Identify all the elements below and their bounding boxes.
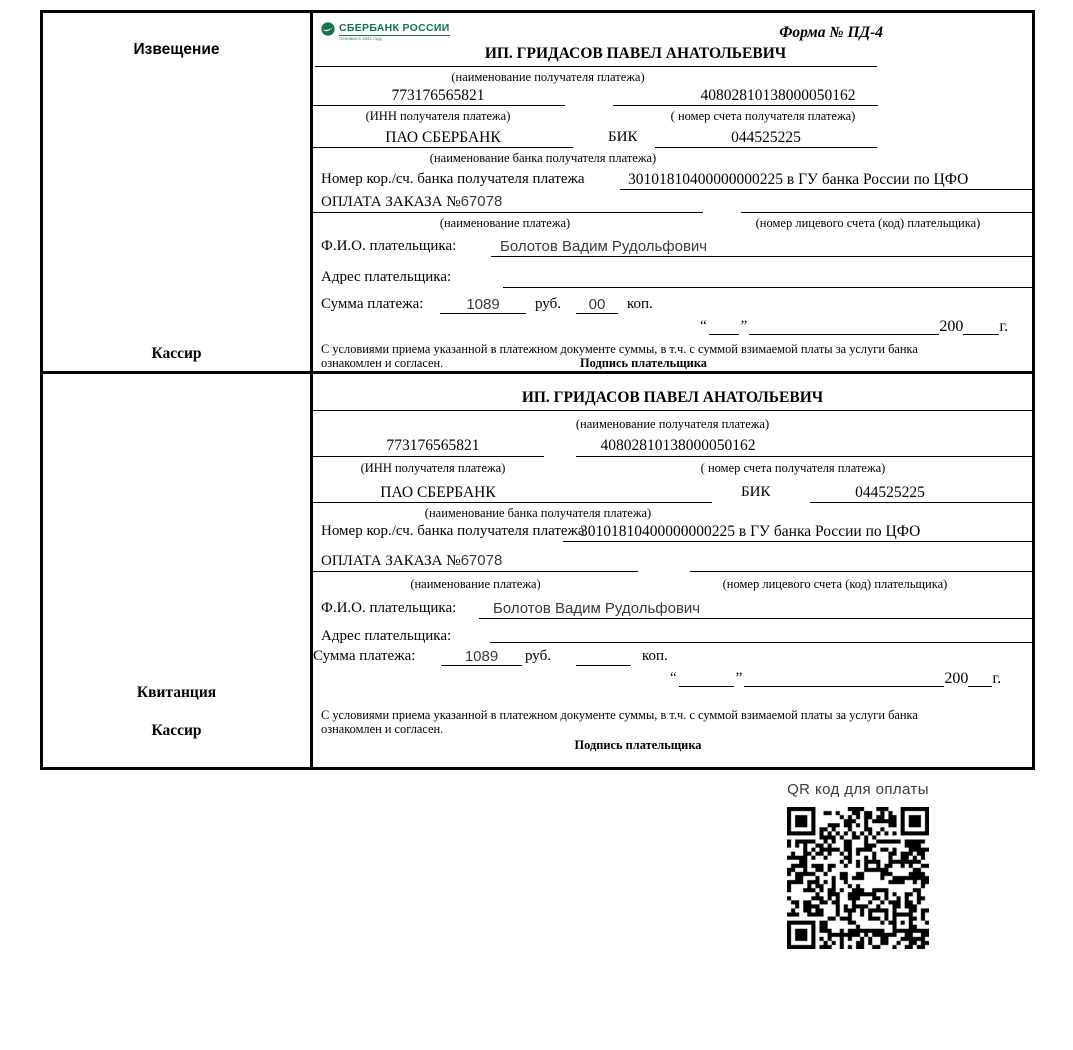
payer-address-label: Адрес плательщика: xyxy=(321,269,452,285)
bank-name: ПАО СБЕРБАНК xyxy=(385,129,501,146)
blank-line xyxy=(679,671,734,687)
blank-line xyxy=(490,642,1032,643)
inn-caption: (ИНН получателя платежа) xyxy=(360,461,506,475)
payment-name-prefix: ОПЛАТА ЗАКАЗА № xyxy=(321,194,461,210)
order-number: 67078 xyxy=(460,552,503,569)
blank-line xyxy=(709,319,739,335)
bank-caption: (наименование банка получателя платежа) xyxy=(429,151,657,165)
signature-label: Подпись плательщика xyxy=(580,356,707,370)
kop-value: 00 xyxy=(588,296,606,313)
inn-value: 773176565821 xyxy=(391,87,485,104)
side-column-1 xyxy=(43,13,313,371)
payer-address-label: Адрес плательщика: xyxy=(321,628,452,644)
qr-code xyxy=(787,807,929,949)
blank-line xyxy=(313,502,712,503)
order-number: 67078 xyxy=(460,193,503,210)
corr-account-value: 30101810400000000225 в ГУ банка России по ЦФО xyxy=(628,171,969,188)
recipient-caption: (наименование получателя платежа) xyxy=(451,70,645,84)
sberbank-tagline: Основан в 1841 году xyxy=(339,36,383,41)
sberbank-logo-icon xyxy=(321,22,335,36)
payment-name xyxy=(321,193,502,211)
account-value: 40802810138000050162 xyxy=(600,437,756,454)
corr-account-value: 30101810400000000225 в ГУ банка России по ЦФО xyxy=(580,523,921,540)
blank-line xyxy=(313,212,703,213)
blank-line xyxy=(563,541,1032,542)
kop-label: коп. xyxy=(627,296,653,312)
blank-line xyxy=(968,671,992,687)
blank-line xyxy=(313,571,638,572)
bik-label: БИК xyxy=(741,484,771,500)
blank-line xyxy=(503,287,1032,288)
recipient-name: ИП. ГРИДАСОВ ПАВЕЛ АНАТОЛЬЕВИЧ xyxy=(484,45,787,62)
qr-label: QR код для оплаты xyxy=(787,781,929,798)
blank-line xyxy=(491,256,1032,257)
quote-open: “ xyxy=(700,318,707,334)
blank-line xyxy=(441,665,522,666)
blank-line xyxy=(810,502,1032,503)
payer-name-label: Ф.И.О. плательщика: xyxy=(321,600,457,616)
corr-account-label: Номер кор./сч. банка получателя платежа xyxy=(321,523,585,539)
account-caption: ( номер счета получателя платежа) xyxy=(670,109,856,123)
account-value: 40802810138000050162 xyxy=(700,87,856,104)
sberbank-logo-text xyxy=(339,22,450,41)
year-suffix: г. xyxy=(992,670,1002,687)
account-caption: ( номер счета получателя платежа) xyxy=(700,461,886,475)
body-column-2 xyxy=(313,374,1032,767)
year-suffix: г. xyxy=(999,318,1009,335)
quote-open: “ xyxy=(670,670,677,686)
blank-line xyxy=(963,319,999,335)
agreement-text-line2: ознакомлен и согласен. xyxy=(321,722,444,736)
blank-line xyxy=(313,147,573,148)
side-label-kvitantsiya: Квитанция xyxy=(136,684,217,701)
side-column-2 xyxy=(43,374,313,767)
blank-line xyxy=(620,189,1032,190)
quote-close: ” xyxy=(740,318,748,334)
blank-line xyxy=(313,456,544,457)
signature-label: Подпись плательщика xyxy=(574,738,702,752)
payment-name xyxy=(321,552,502,570)
blank-line xyxy=(479,618,1032,619)
sum-label: Сумма платежа: xyxy=(321,296,424,312)
blank-line xyxy=(576,313,618,314)
blank-line xyxy=(313,410,1032,411)
blank-line xyxy=(741,212,1032,213)
body-column-1 xyxy=(313,13,1032,371)
sum-value: 1089 xyxy=(466,296,500,313)
year-value: 200 xyxy=(939,318,964,335)
bank-name: ПАО СБЕРБАНК xyxy=(380,484,496,501)
side-label-kassir-1: Кассир xyxy=(151,345,202,362)
blank-line xyxy=(315,66,877,67)
sberbank-logo xyxy=(321,22,450,41)
blank-line xyxy=(655,147,877,148)
sum-value: 1089 xyxy=(464,648,499,665)
blank-line xyxy=(576,456,1032,457)
agreement-text-line2: ознакомлен и согласен. xyxy=(321,356,444,370)
kop-label: коп. xyxy=(642,648,668,664)
corr-account-label: Номер кор./сч. банка получателя платежа xyxy=(321,171,585,187)
blank-line xyxy=(690,571,1032,572)
side-label-kassir-2: Кассир xyxy=(151,722,202,739)
date-line xyxy=(698,318,1008,335)
year-value: 200 xyxy=(944,670,969,687)
payer-name-value: Болотов Вадим Рудольфович xyxy=(493,600,701,617)
personal-account-caption: (номер лицевого счета (код) плательщика) xyxy=(755,216,981,230)
bik-value: 044525225 xyxy=(731,129,801,146)
inn-value: 773176565821 xyxy=(386,437,480,454)
payer-name-value: Болотов Вадим Рудольфович xyxy=(500,238,708,255)
sberbank-brand: СБЕРБАНК РОССИИ xyxy=(339,22,450,34)
blank-line xyxy=(613,105,878,106)
blank-line xyxy=(313,105,565,106)
bank-caption: (наименование банка получателя платежа) xyxy=(424,506,652,520)
agreement-text-line1: С условиями приема указанной в платежном документе суммы, в т.ч. с суммой взимаемой платы за услуги банка xyxy=(321,342,918,356)
sum-label: Сумма платежа: xyxy=(313,648,416,664)
blank-line xyxy=(440,313,526,314)
inn-caption: (ИНН получателя платежа) xyxy=(365,109,511,123)
form-number: Форма № ПД-4 xyxy=(779,24,883,41)
bik-label: БИК xyxy=(608,129,638,145)
pd4-form xyxy=(40,10,1035,770)
quote-close: ” xyxy=(735,670,743,686)
payment-caption: (наименование платежа) xyxy=(439,216,571,230)
blank-line xyxy=(576,665,631,666)
rub-label: руб. xyxy=(525,648,551,664)
section-kvitantsiya xyxy=(43,374,1032,767)
blank-line xyxy=(744,671,944,687)
bik-value: 044525225 xyxy=(855,484,925,501)
date-line xyxy=(668,670,1001,687)
blank-line xyxy=(749,319,939,335)
personal-account-caption: (номер лицевого счета (код) плательщика) xyxy=(722,577,948,591)
rub-label: руб. xyxy=(535,296,561,312)
agreement-text-line1: С условиями приема указанной в платежном документе суммы, в т.ч. с суммой взимаемой платы за услуги банка xyxy=(321,708,918,722)
section-izveshchenie xyxy=(43,13,1032,374)
payer-name-label: Ф.И.О. плательщика: xyxy=(321,238,457,254)
recipient-name: ИП. ГРИДАСОВ ПАВЕЛ АНАТОЛЬЕВИЧ xyxy=(521,389,824,406)
payment-caption: (наименование платежа) xyxy=(410,577,541,591)
recipient-caption: (наименование получателя платежа) xyxy=(575,417,770,431)
side-label-izveshchenie: Извещение xyxy=(133,41,220,58)
payment-name-prefix: ОПЛАТА ЗАКАЗА № xyxy=(321,553,461,569)
